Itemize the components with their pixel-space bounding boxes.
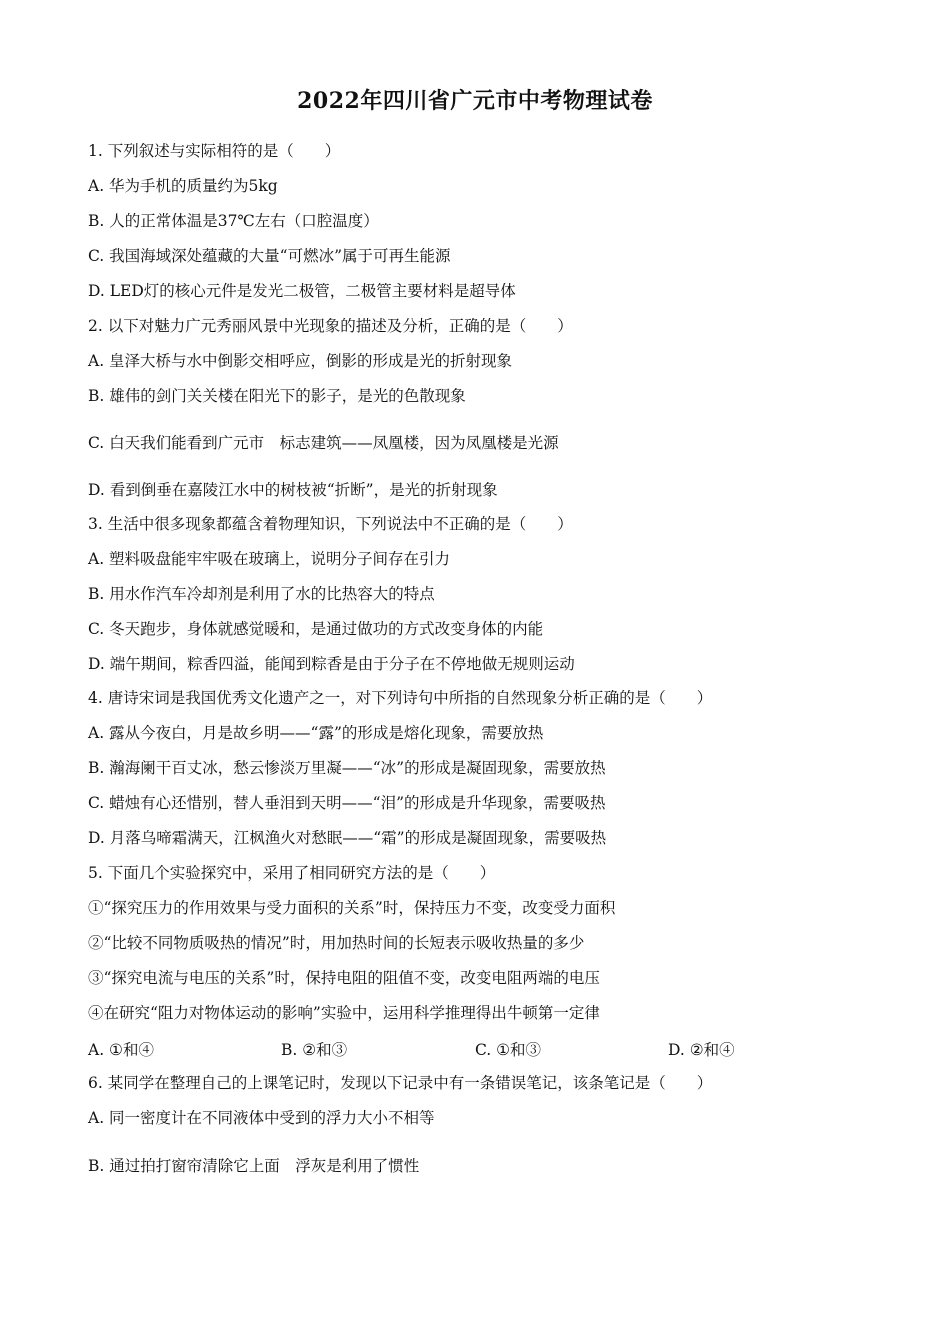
question-5-options: [0, 1040, 950, 1060]
question-2-option-d: D. 看到倒垂在嘉陵江水中的树枝被“折断”，是光的折射现象: [88, 481, 498, 499]
question-4-stem: 4. 唐诗宋词是我国优秀文化遗产之一，对下列诗句中所指的自然现象分析正确的是（ ）: [88, 689, 713, 707]
question-3-stem: 3. 生活中很多现象都蕴含着物理知识，下列说法中不正确的是（ ）: [88, 515, 573, 533]
question-4-option-a: A. 露从今夜白，月是故乡明——“露”的形成是熔化现象，需要放热: [88, 724, 544, 742]
question-5-item-3: ③“探究电流与电压的关系”时，保持电阻的阻值不变，改变电阻两端的电压: [88, 969, 600, 987]
question-6-stem: 6. 某同学在整理自己的上课笔记时，发现以下记录中有一条错误笔记，该条笔记是（ ）: [88, 1074, 713, 1092]
question-4-option-d: D. 月落乌啼霜满天，江枫渔火对愁眠——“霜”的形成是凝固现象，需要吸热: [88, 829, 607, 847]
question-4-option-b: B. 瀚海阑干百丈冰，愁云惨淡万里凝——“冰”的形成是凝固现象，需要放热: [88, 759, 606, 777]
question-6-option-a: A. 同一密度计在不同液体中受到的浮力大小不相等: [88, 1109, 435, 1127]
question-1-option-c: C. 我国海域深处蕴藏的大量“可燃冰”属于可再生能源: [88, 247, 451, 265]
question-5-stem: 5. 下面几个实验探究中，采用了相同研究方法的是（ ）: [88, 864, 496, 882]
question-2-option-a: A. 皇泽大桥与水中倒影交相呼应，倒影的形成是光的折射现象: [88, 352, 513, 370]
question-1-option-d: D. LED灯的核心元件是发光二极管，二极管主要材料是超导体: [88, 282, 516, 300]
question-1-stem: 1. 下列叙述与实际相符的是（ ）: [88, 142, 341, 160]
question-5-option-d: D. ②和④: [668, 1041, 735, 1059]
question-3-option-a: A. 塑料吸盘能牢牢吸在玻璃上，说明分子间存在引力: [88, 550, 451, 568]
question-5-option-b: B. ②和③: [281, 1041, 348, 1059]
question-5-item-4: ④在研究“阻力对物体运动的影响”实验中，运用科学推理得出牛顿第一定律: [88, 1004, 600, 1022]
exam-title: 2022年四川省广元市中考物理试卷: [297, 88, 653, 114]
question-4-option-c: C. 蜡烛有心还惜别，替人垂泪到天明——“泪”的形成是升华现象，需要吸热: [88, 794, 606, 812]
question-2-option-c: C. 白天我们能看到广元市 标志建筑——凤凰楼，因为凤凰楼是光源: [88, 434, 559, 452]
question-5-option-a: A. ①和④: [88, 1041, 154, 1059]
question-5-option-c: C. ①和③: [475, 1041, 542, 1059]
question-3-option-b: B. 用水作汽车冷却剂是利用了水的比热容大的特点: [88, 585, 435, 603]
question-5-item-1: ①“探究压力的作用效果与受力面积的关系”时，保持压力不变，改变受力面积: [88, 899, 616, 917]
question-5-item-2: ②“比较不同物质吸热的情况”时，用加热时间的长短表示吸收热量的多少: [88, 934, 585, 952]
question-6-option-b: B. 通过拍打窗帘清除它上面 浮灰是利用了惯性: [88, 1157, 420, 1175]
question-2-option-b: B. 雄伟的剑门关关楼在阳光下的影子，是光的色散现象: [88, 387, 466, 405]
question-3-option-d: D. 端午期间，粽香四溢，能闻到粽香是由于分子在不停地做无规则运动: [88, 655, 575, 673]
question-1-option-a: A. 华为手机的质量约为5kg: [88, 177, 278, 195]
question-3-option-c: C. 冬天跑步，身体就感觉暖和，是通过做功的方式改变身体的内能: [88, 620, 544, 638]
question-2-stem: 2. 以下对魅力广元秀丽风景中光现象的描述及分析，正确的是（ ）: [88, 317, 573, 335]
question-1-option-b: B. 人的正常体温是37℃左右（口腔温度）: [88, 212, 379, 230]
